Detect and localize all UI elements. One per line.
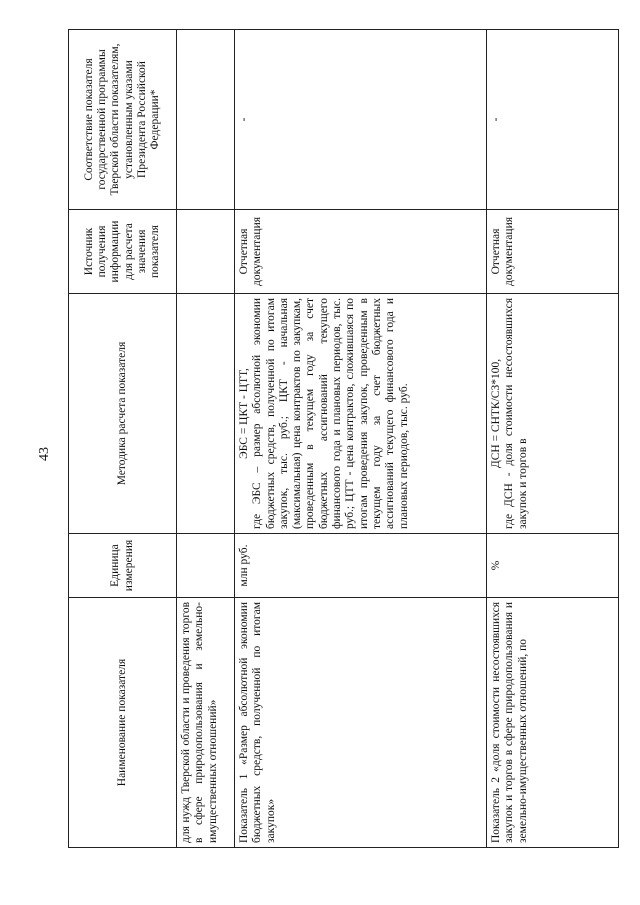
table-header-row xyxy=(69,30,177,848)
row2-name: Показатель 2 «доля стоимости несостоявшихся закупок и торгов в сфере природопользования и земельно-имущественных отношений, по xyxy=(487,598,619,848)
row0-name: для нужд Тверской области и проведения торгов в сфере природопользования и земельно-имущественных отношений» xyxy=(177,598,235,848)
table-row xyxy=(177,30,235,848)
row0-match xyxy=(177,30,235,210)
indicators-table xyxy=(68,29,619,848)
row1-name: Показатель 1 «Размер абсолютной экономии бюджетных средств, полученной по итогам закупок» xyxy=(235,598,487,848)
row2-method-text: где ДСН - доля стоимости несостоявшихся закупок и торгов в xyxy=(503,298,529,529)
row1-source: Отчетная документация xyxy=(235,210,487,294)
row2-unit: % xyxy=(487,534,619,598)
header-source: Источник получения информации для расчета значения показателя xyxy=(69,210,177,294)
header-method: Методика расчета показателя xyxy=(69,294,177,534)
row2-method-formula: ДСН = СНТК/СЗ*100, xyxy=(490,358,502,469)
row2-method xyxy=(487,294,619,534)
row1-method-text: где ЭБС – размер абсолютной экономии бюджетных средств, полученной по итогам закупок, тыс. руб.; ЦКТ - начальная (максимальная) цена контрактов по закупкам, проведенным в текущем году за счет бюджетных ассигнований текущего финансового года и плановых периодов, тыс. руб.; ЦТТ - цена контрактов, сложившаяся по итогам проведения закупок, проведенным в текущем году за счет бюджетных ассигнований текущего финансового года и плановых периодов, тыс. руб. xyxy=(251,298,410,529)
row1-method xyxy=(235,294,487,534)
table-row xyxy=(487,30,619,848)
row2-source: Отчетная документация xyxy=(487,210,619,294)
header-compliance: Соответствие показателя государственной программы Тверской области показателям, установленным указами Президента Российской Федерации* xyxy=(69,30,177,210)
header-unit: Единица измерения xyxy=(69,534,177,598)
row1-method-formula: ЭБС = ЦКТ - ЦТТ, xyxy=(238,368,250,459)
rotated-table-container xyxy=(68,30,618,848)
table-row xyxy=(235,30,487,848)
row0-source xyxy=(177,210,235,294)
header-indicator-name: Наименование показателя xyxy=(69,598,177,848)
row0-unit xyxy=(177,534,235,598)
row0-method xyxy=(177,294,235,534)
row2-match: - xyxy=(487,30,619,210)
row1-unit: млн руб. xyxy=(235,534,487,598)
row1-match: - xyxy=(235,30,487,210)
page-number: 43 xyxy=(37,447,52,461)
